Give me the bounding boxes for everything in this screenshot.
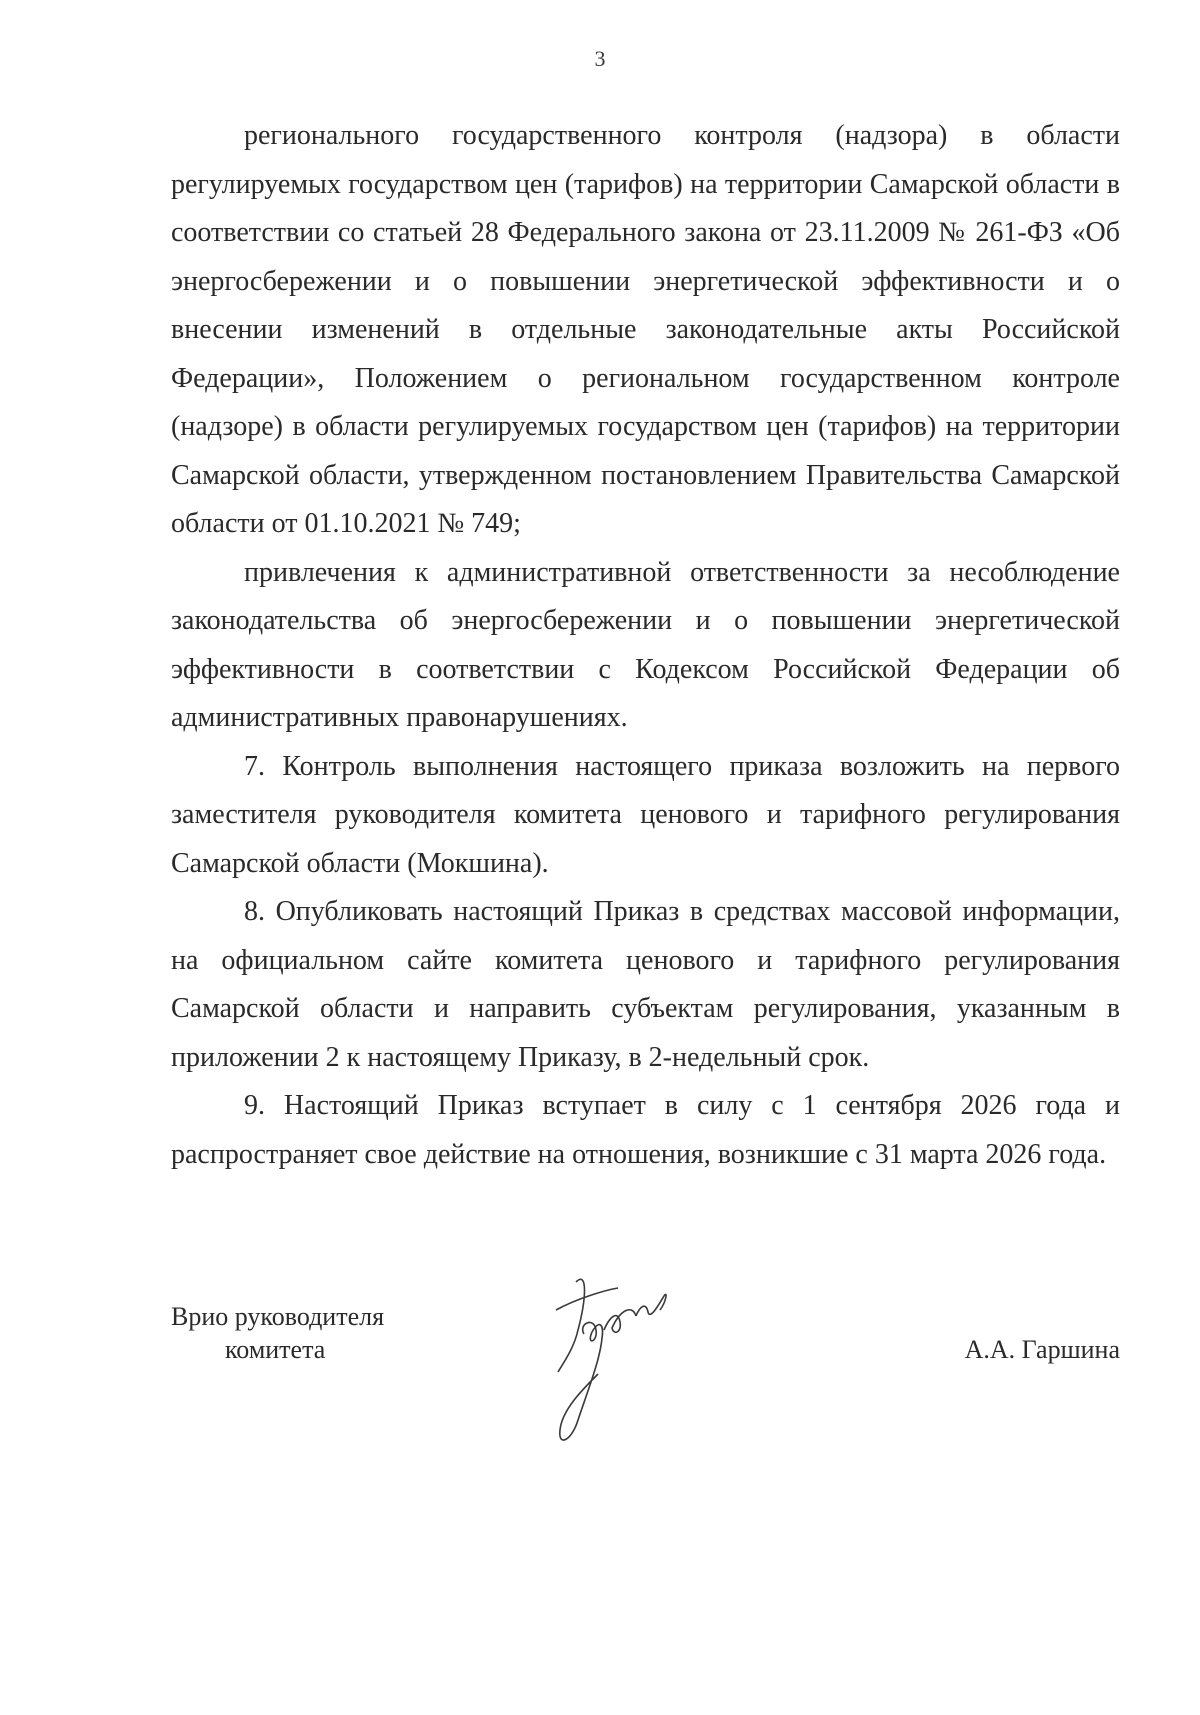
- paragraph-item-7: 7. Контроль выполнения настоящего приказа возложить на первого заместителя руководителя комитета ценового и тарифного регулирования Самарской области (Мокшина).: [171, 750, 1120, 879]
- page-number: 3: [594, 46, 606, 71]
- paragraph-regional-control: регионального государственного контроля (надзора) в области регулируемых государством цен (тарифов) на территории Самарской области в соответствии со статьей 28 Федерального закона от 23.11.2009 № 261-ФЗ «Об энергосбережении и о повышении энергетической эффективности и о внесении изменений в отдельные законодательные акты Российской Федерации», Положением о региональном государственном контроле (надзоре) в области регулируемых государством цен (тарифов) на территории Самарской области, утвержденном постановлением Правительства Самарской области от 01.10.2021 № 749;: [171, 120, 1120, 539]
- signatory-position: [171, 1300, 384, 1366]
- handwritten-signature: [548, 1270, 678, 1450]
- signatory-name: А.А. Гаршина: [964, 1335, 1120, 1364]
- document-body: [171, 112, 1120, 1179]
- signatory-position-line1: Врио руководителя: [171, 1302, 385, 1331]
- paragraph-administrative-liability: привлечения к административной ответственности за несоблюдение законодательства об энергосбережении и о повышении энергетической эффективности в соответствии с Кодексом Российской Федерации об административных правонарушениях.: [171, 556, 1120, 733]
- paragraph-item-8: 8. Опубликовать настоящий Приказ в средствах массовой информации, на официальном сайте комитета ценового и тарифного регулирования Самарской области и направить субъектам регулирования, указанным в приложении 2 к настоящему Приказу, в 2-недельный срок.: [171, 896, 1120, 1073]
- signatory-position-line2: комитета: [225, 1335, 326, 1364]
- paragraph-item-9: 9. Настоящий Приказ вступает в силу с 1 сентября 2026 года и распространяет свое действие на отношения, возникшие с 31 марта 2026 года.: [171, 1090, 1120, 1170]
